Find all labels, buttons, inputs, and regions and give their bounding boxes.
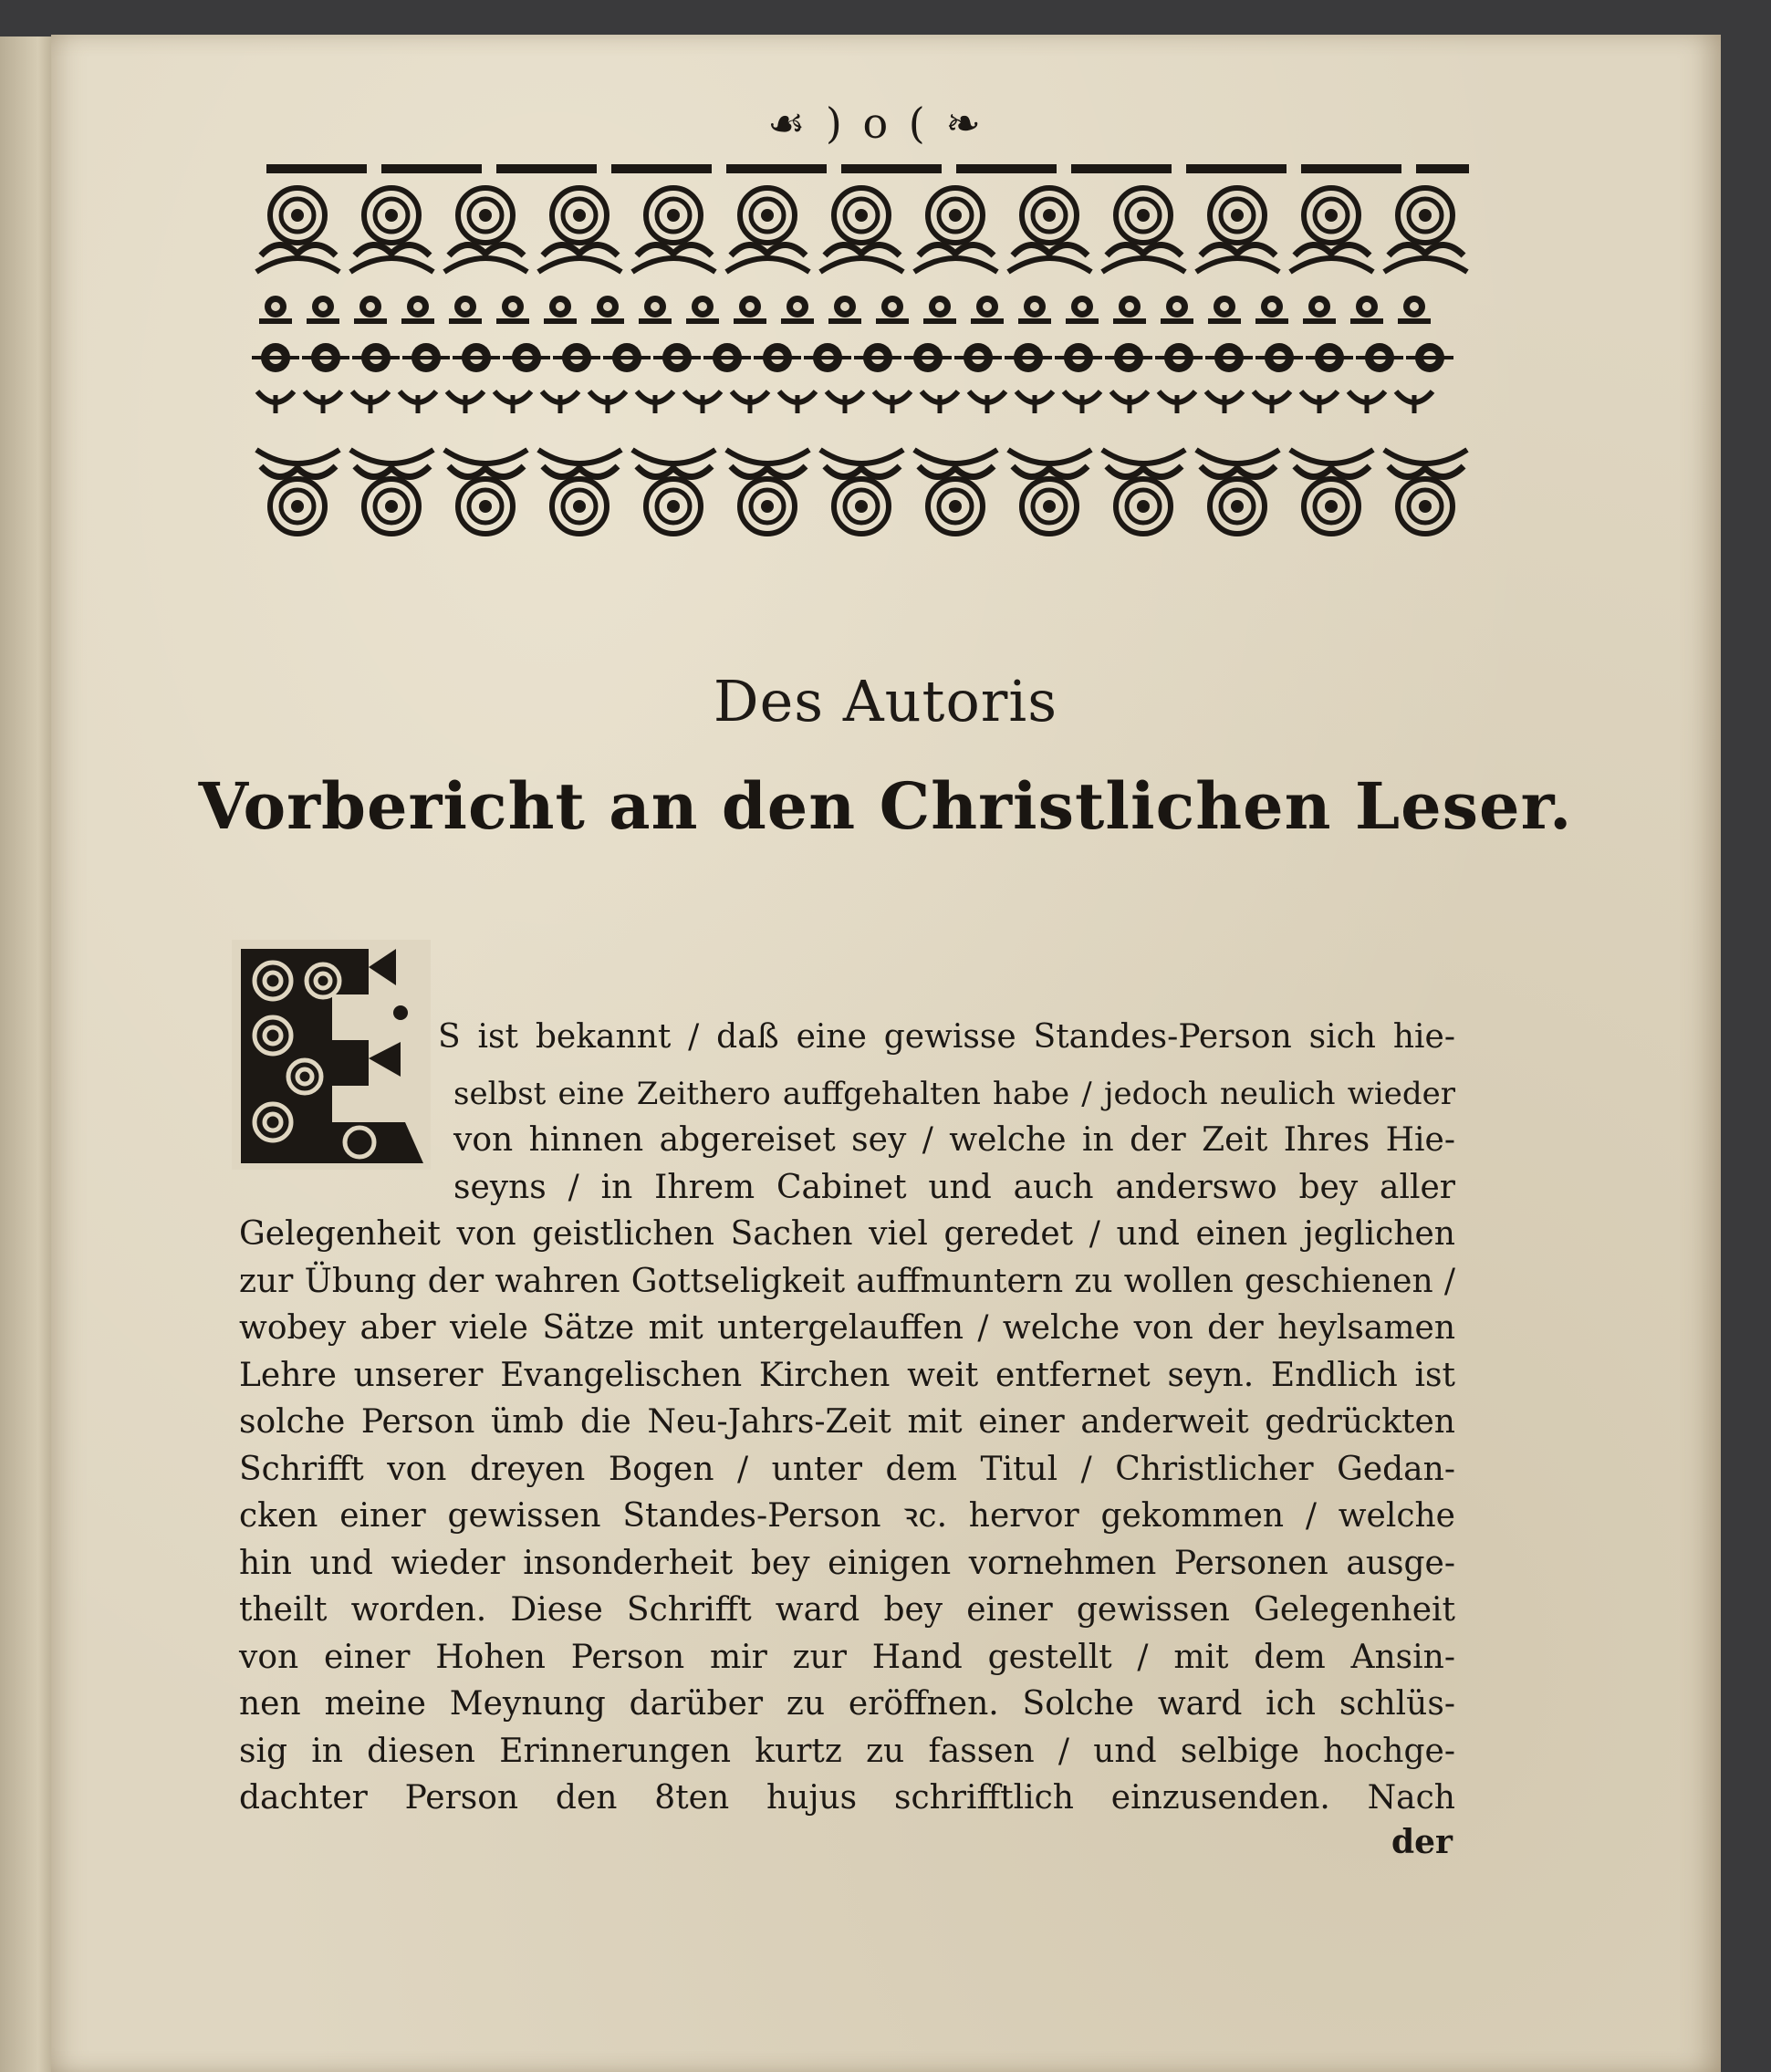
body-line: selbst eine Zeithero auffgehalten habe / jedoch neulich wieder xyxy=(453,1076,1455,1112)
body-line: von einer Hohen Person mir zur Hand gestellt / mit dem Ansin- xyxy=(239,1639,1455,1676)
body-line: wobey aber viele Sätze mit untergelauffen / welche von der heylsamen xyxy=(239,1309,1455,1347)
body-line: Gelegenheit von geistlichen Sachen viel geredet / und einen jeglichen xyxy=(239,1215,1455,1253)
body-line: S ist bekannt / daß eine gewisse Standes-Person sich hie- xyxy=(438,1018,1455,1056)
floral-ornament-band xyxy=(252,181,1471,541)
body-line: seyns / in Ihrem Cabinet und auch anderswo bey aller xyxy=(453,1169,1455,1206)
title-line-1: Des Autoris xyxy=(713,668,1058,734)
catchword: der xyxy=(1391,1823,1453,1861)
body-line: zur Übung der wahren Gottseligkeit auffmuntern zu wollen geschienen / xyxy=(239,1263,1455,1300)
body-line: sig in diesen Erinnerungen kurtz zu fassen / und selbige hochge- xyxy=(239,1733,1455,1770)
title-line-2: Vorbericht an den Christlichen Leser. xyxy=(198,768,1573,844)
body-line: solche Person ümb die Neu-Jahrs-Zeit mit einer anderweit gedrückten xyxy=(239,1403,1455,1441)
body-line: cken einer gewissen Standes-Person ꝛc. hervor gekommen / welche xyxy=(239,1497,1455,1535)
body-line: von hinnen abgereiset sey / welche in der Zeit Ihres Hie- xyxy=(453,1121,1455,1159)
page-header-mark: ☙ ) o ( ❧ xyxy=(767,99,984,148)
body-line: Lehre unserer Evangelischen Kirchen weit entfernet seyn. Endlich ist xyxy=(239,1357,1455,1394)
body-line: dachter Person den 8ten hujus schrifftlich einzusenden. Nach xyxy=(239,1779,1455,1817)
header-rule xyxy=(266,164,1469,173)
decorated-initial-e xyxy=(232,940,431,1170)
body-line: theilt worden. Diese Schrifft ward bey einer gewissen Gelegenheit xyxy=(239,1591,1455,1629)
body-line: Schrifft von dreyen Bogen / unter dem Titul / Christlicher Gedan- xyxy=(239,1451,1455,1488)
body-line: nen meine Meynung darüber zu eröffnen. Solche ward ich schlüs- xyxy=(239,1685,1455,1723)
body-line: hin und wieder insonderheit bey einigen vornehmen Personen ausge- xyxy=(239,1545,1455,1582)
